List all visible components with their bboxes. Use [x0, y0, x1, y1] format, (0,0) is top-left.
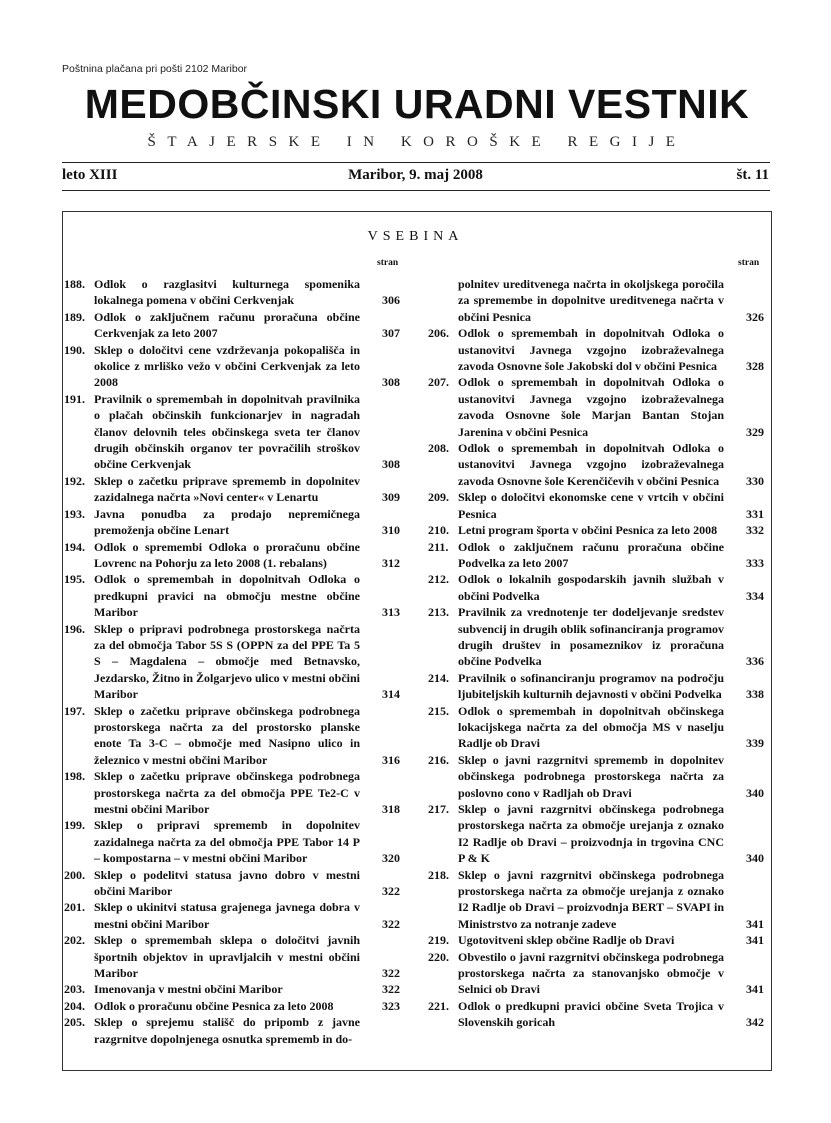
- toc-entry[interactable]: [428, 571, 766, 604]
- toc-column-right: [428, 276, 766, 1031]
- entry-page: 313: [382, 605, 400, 620]
- toc-entry[interactable]: [64, 391, 402, 473]
- entry-number: 206.: [428, 326, 449, 341]
- header-rule-top: [62, 162, 770, 163]
- entry-title: Sklep o določitvi cene vzdrževanja pokopališča in okolice z mrliško vežo v občini Cerkvenjak za leto 2008: [94, 342, 360, 390]
- entry-number: 211.: [428, 539, 449, 554]
- entry-number: 194.: [64, 539, 85, 554]
- entry-page: 322: [382, 966, 400, 981]
- entry-number: 196.: [64, 621, 85, 636]
- entry-page: 314: [382, 687, 400, 702]
- entry-title: Odlok o zaključnem računu proračuna občine Podvelka za leto 2007: [458, 539, 724, 570]
- entry-number: 200.: [64, 867, 85, 882]
- toc-entry[interactable]: [64, 932, 402, 981]
- toc-column-left: [64, 276, 402, 1047]
- entry-page: 333: [746, 555, 764, 570]
- entry-number: 209.: [428, 490, 449, 505]
- entry-number: 220.: [428, 949, 449, 964]
- toc-title: VSEBINA: [367, 229, 464, 244]
- toc-entry[interactable]: [428, 325, 766, 374]
- entry-number: 208.: [428, 441, 449, 456]
- entry-title: Javna ponudba za prodajo nepremičnega premoženja občine Lenart: [94, 506, 360, 538]
- entry-title: Letni program športa v občini Pesnica za leto 2008: [458, 523, 718, 538]
- entry-title: Pravilnik o spremembah in dopolnitvah pravilnika o plačah občinskih funkcionarjev in nagradah članov delovnih teles občinskega sveta ter članov drugih občinskih organov ter povračilih stroškov občine Cerkvenjak: [94, 391, 360, 472]
- entry-number: 214.: [428, 670, 449, 685]
- entry-title: Odlok o spremembah in dopolnitvah občinskega lokacijskega načrta za del območja MS v naselju Radlje ob Dravi: [458, 703, 724, 751]
- entry-title: polnitev ureditvenega načrta in okoljskega poročila za spremembe in dopolnitve ureditvenega načrta v občini Pesnica: [458, 277, 724, 324]
- place-date: Maribor, 9. maj 2008: [348, 167, 483, 183]
- toc-entry[interactable]: [428, 604, 766, 670]
- toc-entry[interactable]: [428, 489, 766, 522]
- toc-entry[interactable]: [64, 703, 402, 769]
- entry-page: 334: [746, 588, 764, 603]
- entry-title: Odlok o razglasitvi kulturnega spomenika lokalnega pomena v občini Cerkvenjak: [94, 277, 360, 308]
- entry-number: 189.: [64, 309, 85, 324]
- entry-title: Sklep o podelitvi statusa javno dobro v mestni občini Maribor: [94, 867, 360, 899]
- entry-title: Odlok o proračunu občine Pesnica za leto 2008: [94, 998, 334, 1013]
- entry-title: Sklep o pripravi sprememb in dopolnitev zazidalnega načrta za del območja PPE Tabor 14 P – kompostarna – v mestni občini Maribor: [94, 818, 360, 866]
- toc-entry[interactable]: [64, 342, 402, 391]
- entry-page: 309: [382, 490, 400, 505]
- entry-title: Sklep o javni razgrnitvi sprememb in dopolnitev občinskega podrobnega prostorskega načrta za poslovno cono v Radljah ob Dravi: [458, 752, 724, 800]
- toc-entry[interactable]: [64, 473, 402, 506]
- entry-title: Sklep o pripravi podrobnega prostorskega načrta za del območja Tabor 5S S (OPPN za del PPE Ta 5 S – Magdalena – območje med Betnavsko, Jezdarsko, Žitno in Žolgarjevo ulico v mestni občini Maribor: [94, 621, 361, 702]
- entry-page: 342: [746, 1015, 764, 1030]
- toc-entry[interactable]: [428, 703, 766, 752]
- entry-page: 328: [746, 359, 764, 374]
- entry-page: 310: [382, 523, 400, 538]
- entry-number: 204.: [64, 998, 85, 1013]
- entry-title: Sklep o začetku priprave občinskega podrobnega prostorskega načrta za del območja PPE Te2-C v mestni občini Maribor: [94, 769, 360, 816]
- toc-entry[interactable]: [64, 1014, 402, 1047]
- entry-number: 190.: [64, 342, 85, 357]
- toc-entry[interactable]: [428, 539, 766, 572]
- entry-title: Odlok o spremembah in dopolnitvah Odloka o ustanovitvi Javnega vzgojno izobraževalnega zavoda Osnovne šole Jakobski dol v občini Pesnica: [458, 326, 724, 374]
- entry-page: 340: [746, 785, 764, 800]
- publication-title: MEDOBČINSKI URADNI VESTNIK: [84, 81, 750, 127]
- entry-number: 195.: [64, 572, 85, 587]
- entry-page: 332: [746, 523, 764, 538]
- entry-page: 318: [382, 802, 400, 816]
- entry-number: 219.: [428, 933, 449, 948]
- entry-number: 193.: [64, 506, 85, 521]
- entry-page: 339: [746, 736, 764, 751]
- toc-entry[interactable]: [64, 867, 402, 900]
- entry-number: 205.: [64, 1015, 85, 1030]
- toc-entry[interactable]: [64, 817, 402, 866]
- entry-number: 218.: [428, 867, 449, 882]
- entry-title: Sklep o začetku priprave občinskega podrobnega prostorskega načrta za del prostorsko planske enote Ta 3-C – območje med Nasipno ulico in železnico v mestni občini Maribor: [94, 703, 360, 767]
- toc-entry[interactable]: [428, 932, 766, 948]
- entry-title: Sklep o sprejemu stališč do pripomb z javne razgrnitve dopolnjenega osnutka sprememb in do-: [94, 1015, 360, 1046]
- entry-title: Sklep o začetku priprave sprememb in dopolnitev zazidalnega načrta »Novi center« v Lenartu: [94, 473, 360, 505]
- entry-number: 192.: [64, 473, 85, 488]
- header-rule-bottom: [62, 190, 770, 191]
- entry-page: 336: [746, 654, 764, 669]
- publication-subtitle: ŠTAJERSKE IN KOROŠKE REGIJE: [147, 134, 687, 150]
- entry-page: 312: [382, 555, 400, 570]
- entry-title: Odlok o spremembah in dopolnitvah Odloka o ustanovitvi Javnega vzgojno izobraževalnega zavoda Osnovne šole Marjan Bantan Stojan Jarenina v občini Pesnica: [458, 375, 724, 439]
- toc-entry[interactable]: [428, 867, 766, 933]
- toc-entry[interactable]: [428, 752, 766, 801]
- toc-entry[interactable]: [64, 506, 402, 539]
- entry-number: 198.: [64, 769, 85, 784]
- entry-title: Obvestilo o javni razgrnitvi občinskega podrobnega prostorskega načrta za stanovanjsko območje v Selnici ob Dravi: [458, 949, 724, 997]
- toc-entry[interactable]: [64, 981, 402, 997]
- toc-entry[interactable]: [428, 801, 766, 867]
- toc-entry[interactable]: [428, 670, 766, 703]
- entry-number: 207.: [428, 375, 449, 390]
- entry-title: Odlok o lokalnih gospodarskih javnih službah v občini Podvelka: [458, 572, 724, 603]
- entry-number: 188.: [64, 277, 85, 291]
- entry-title: Sklep o določitvi ekonomske cene v vrtcih v občini Pesnica: [458, 490, 724, 521]
- entry-number: 197.: [64, 703, 85, 718]
- toc-entry[interactable]: [64, 571, 402, 620]
- entry-title: Pravilnik o sofinanciranju programov na področju ljubiteljskih kulturnih dejavnosti v občini Podvelka: [458, 670, 724, 702]
- entry-number: 213.: [428, 605, 449, 620]
- toc-entry[interactable]: [428, 374, 766, 440]
- entry-number: 201.: [64, 900, 85, 915]
- entry-page: 331: [746, 506, 764, 521]
- entry-page: 307: [382, 326, 400, 341]
- entry-title: Odlok o spremembah in dopolnitvah Odloka o ustanovitvi Javnega vzgojno izobraževalnega zavoda Osnovne šole Kerenčičevih v občini Pesnica: [458, 441, 724, 488]
- entry-page: 341: [746, 982, 764, 997]
- entry-title: Odlok o zaključnem računu proračuna občine Cerkvenjak za leto 2007: [94, 309, 360, 341]
- entry-title: Sklep o javni razgrnitvi občinskega podrobnega prostorskega načrta za območje urejanja z oznako I2 Radlje ob Dravi – proizvodnja BERT – SVAPI in Ministrstvo za notranje zadeve: [458, 867, 724, 931]
- toc-entry[interactable]: [64, 768, 402, 817]
- toc-entry[interactable]: [64, 309, 402, 342]
- entry-number: 210.: [428, 523, 449, 538]
- entry-page: 320: [382, 851, 400, 866]
- page-column-label-left: stran: [377, 258, 399, 268]
- toc-entry[interactable]: [64, 539, 402, 572]
- entry-page: 340: [746, 851, 764, 866]
- entry-page: 323: [382, 998, 400, 1013]
- entry-title: Odlok o spremembi Odloka o proračunu občine Lovrenc na Pohorju za leto 2008 (1. rebalans): [94, 539, 360, 570]
- entry-title: Pravilnik za vrednotenje ter dodeljevanje sredstev subvencij in drugih oblik sofinanciranja programov drugih društev in posameznikov iz proračuna občine Podvelka: [458, 605, 724, 669]
- entry-page: 329: [746, 424, 764, 439]
- issue-number: št. 11: [736, 167, 769, 183]
- entry-page: 316: [382, 752, 400, 767]
- entry-page: 322: [382, 982, 400, 997]
- entry-title: Odlok o predkupni pravici občine Sveta Trojica v Slovenskih goricah: [458, 998, 724, 1030]
- entry-title: Imenovanja v mestni občini Maribor: [94, 982, 283, 997]
- entry-title: Sklep o spremembah sklepa o določitvi javnih športnih objektov in upravljalcih v mestni občini Maribor: [94, 933, 360, 981]
- toc-entry[interactable]: [428, 998, 766, 1031]
- entry-number: 212.: [428, 572, 449, 587]
- entry-page: 341: [746, 916, 764, 931]
- page-column-label-right: stran: [738, 258, 760, 268]
- entry-page: 326: [746, 309, 764, 324]
- entry-number: 203.: [64, 982, 85, 997]
- toc-entry[interactable]: [64, 276, 402, 309]
- entry-page: 308: [382, 375, 400, 390]
- entry-page: 322: [382, 884, 400, 899]
- toc-entry[interactable]: [428, 440, 766, 489]
- entry-page: 341: [746, 933, 764, 948]
- toc-entry[interactable]: [64, 998, 402, 1014]
- postage-note: Poštnina plačana pri pošti 2102 Maribor: [62, 63, 248, 75]
- entry-title: Odlok o spremembah in dopolnitvah Odloka o predkupni pravici na območju mestne občine Maribor: [94, 572, 360, 620]
- entry-number: [428, 276, 458, 325]
- toc-entry[interactable]: [64, 621, 402, 703]
- entry-title: Sklep o ukinitvi statusa grajenega javnega dobra v mestni občini Maribor: [94, 900, 360, 931]
- entry-page: 330: [746, 473, 764, 488]
- entry-number: 221.: [428, 998, 449, 1013]
- entry-number: 191.: [64, 391, 85, 406]
- entry-number: 199.: [64, 818, 85, 833]
- entry-page: 306: [382, 293, 400, 308]
- toc-entry[interactable]: [428, 949, 766, 998]
- entry-page: 338: [746, 687, 764, 702]
- entry-page: 308: [382, 457, 400, 472]
- entry-number: 202.: [64, 933, 85, 948]
- entry-title: Ugotovitveni sklep občine Radlje ob Dravi: [458, 933, 675, 948]
- volume-year: leto XIII: [62, 167, 118, 183]
- toc-entry[interactable]: [428, 276, 766, 325]
- entry-number: 217.: [428, 802, 449, 816]
- toc-entry[interactable]: [428, 522, 766, 538]
- entry-page: 322: [382, 916, 400, 931]
- entry-number: 216.: [428, 752, 449, 767]
- entry-number: 215.: [428, 703, 449, 718]
- entry-title: Sklep o javni razgrnitvi občinskega podrobnega prostorskega načrta za območje urejanja z oznako I2 Radlje ob Dravi – proizvodnja in trgovina CNC P & K: [458, 802, 724, 866]
- toc-entry[interactable]: [64, 899, 402, 932]
